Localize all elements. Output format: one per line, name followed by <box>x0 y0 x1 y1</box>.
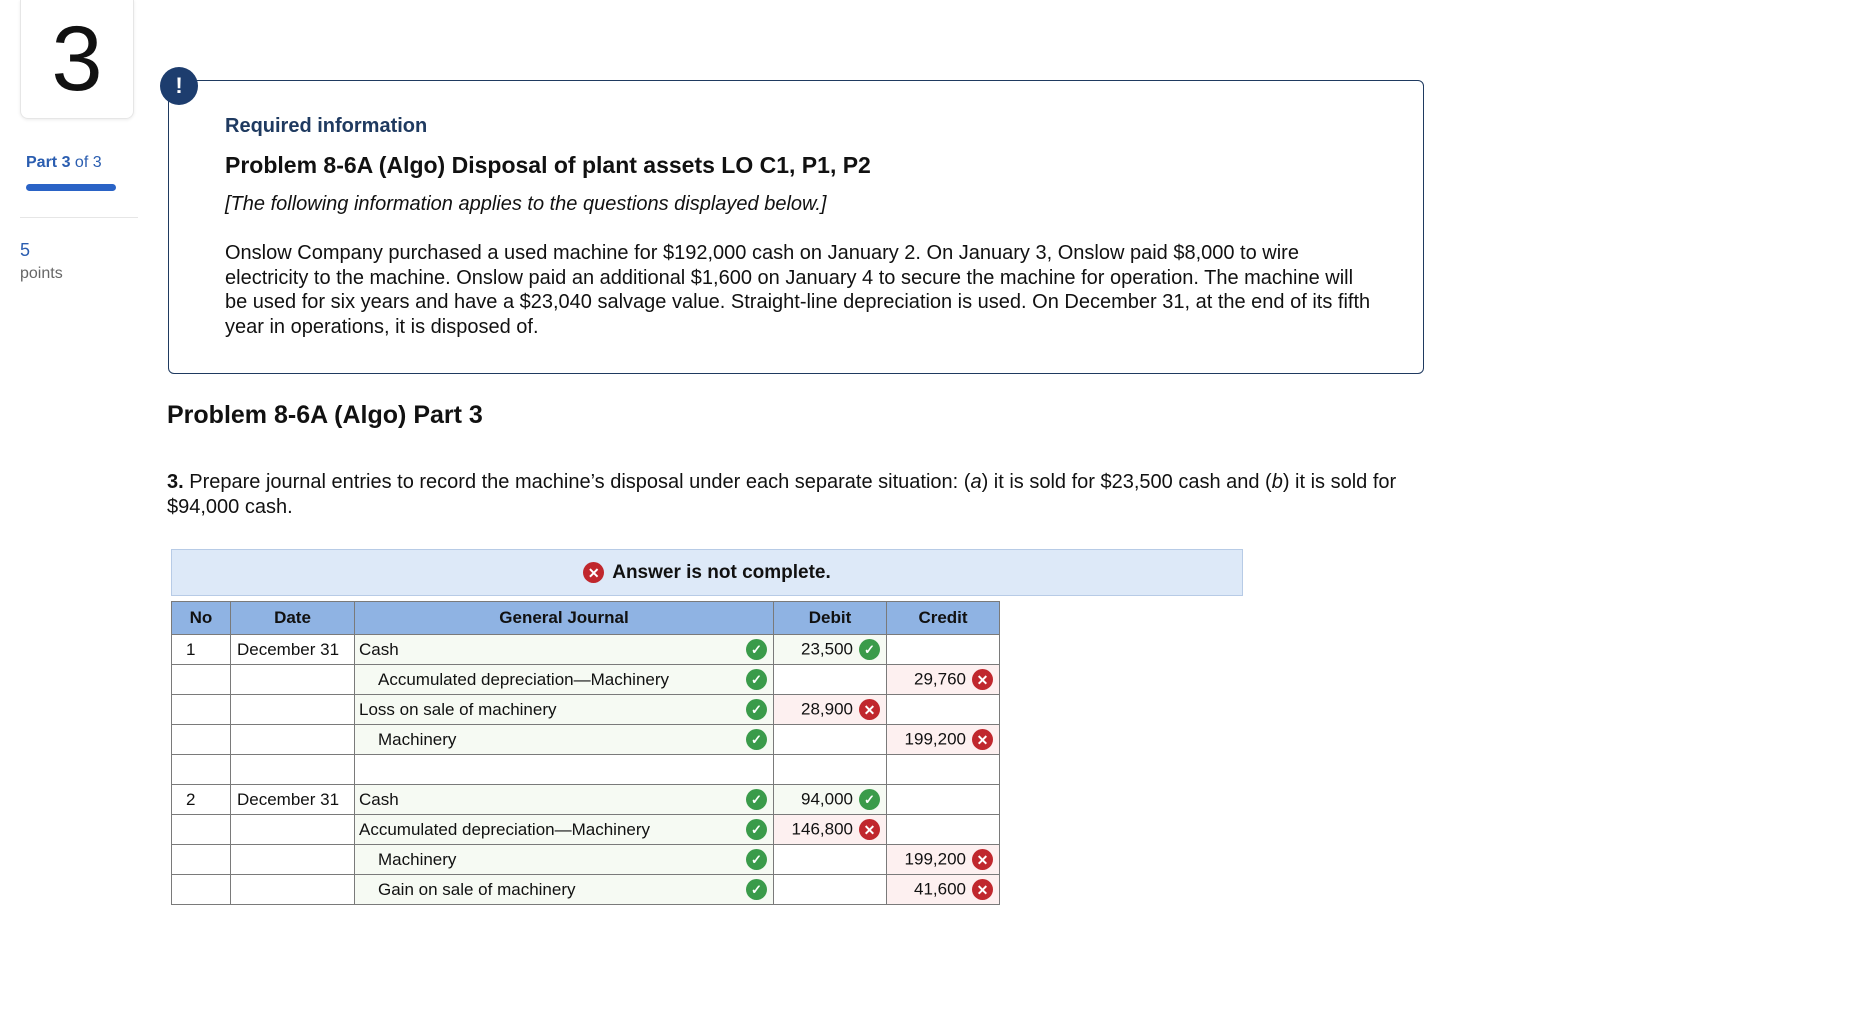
credit-cell[interactable] <box>887 725 1000 755</box>
question-text <box>167 470 1417 519</box>
credit-cell[interactable] <box>887 875 1000 905</box>
debit-value: 28,900 <box>801 699 853 719</box>
credit-cell[interactable] <box>887 665 1000 695</box>
account-name: Cash <box>359 639 399 659</box>
check-circle-icon: ✓ <box>746 879 767 900</box>
journal-row <box>172 755 1000 785</box>
journal-row <box>172 875 1000 905</box>
part-suffix: of 3 <box>70 154 102 171</box>
part-prefix: Part 3 <box>26 154 71 171</box>
debit-cell[interactable] <box>774 755 887 785</box>
answer-status-text: Answer is not complete. <box>612 561 831 583</box>
scenario-text: Onslow Company purchased a used machine for $192,000 cash on January 2. On January 3, Onslow paid $8,000 to wire electricity to the machine. Onslow paid an additional $1,600 on January 4 to secure the machine for operation. The machine will be used for six years and have a $23,040 salvage value. Straight-line depreciation is used. On December 31, at the end of its fifth year in operations, it is disposed of. <box>225 242 1371 338</box>
credit-cell[interactable] <box>887 815 1000 845</box>
account-cell[interactable] <box>355 665 774 695</box>
journal-header-row <box>172 602 1000 635</box>
account-name: Accumulated depreciation—Machinery <box>359 819 651 839</box>
credit-cell[interactable] <box>887 635 1000 665</box>
row-number-cell <box>172 845 231 875</box>
journal-row <box>172 725 1000 755</box>
account-cell[interactable] <box>355 815 774 845</box>
check-circle-icon: ✓ <box>859 639 880 660</box>
row-number-cell <box>172 725 231 755</box>
col-header-date: Date <box>231 602 355 635</box>
x-circle-icon: ✕ <box>859 699 880 720</box>
check-circle-icon: ✓ <box>746 789 767 810</box>
account-cell[interactable] <box>355 695 774 725</box>
debit-cell[interactable] <box>774 725 887 755</box>
rail-divider <box>20 217 138 218</box>
question-b: b <box>1271 471 1283 493</box>
account-cell[interactable] <box>355 635 774 665</box>
credit-value: 29,760 <box>914 669 966 689</box>
row-number-cell <box>172 665 231 695</box>
journal-row <box>172 695 1000 725</box>
account-cell[interactable] <box>355 785 774 815</box>
part-progress-bar <box>26 184 116 191</box>
journal-row <box>172 785 1000 815</box>
question-text-3: ) it is sold for $94,000 cash. <box>167 471 1397 518</box>
debit-cell[interactable] <box>774 815 887 845</box>
journal-table <box>171 601 1000 905</box>
row-number-cell: 2 <box>172 785 231 815</box>
alert-icon: ! <box>160 67 198 105</box>
account-name: Machinery <box>378 849 457 869</box>
check-circle-icon: ✓ <box>746 639 767 660</box>
journal-row <box>172 845 1000 875</box>
check-circle-icon: ✓ <box>746 819 767 840</box>
check-circle-icon: ✓ <box>746 669 767 690</box>
account-name: Loss on sale of machinery <box>359 699 557 719</box>
debit-value: 146,800 <box>791 819 853 839</box>
date-cell[interactable] <box>231 695 355 725</box>
col-header-general-journal: General Journal <box>355 602 774 635</box>
credit-cell[interactable] <box>887 755 1000 785</box>
points-label: points <box>20 265 63 282</box>
account-cell[interactable] <box>355 845 774 875</box>
debit-cell[interactable] <box>774 875 887 905</box>
date-cell[interactable] <box>231 845 355 875</box>
x-circle-icon: ✕ <box>972 729 993 750</box>
debit-value: 94,000 <box>801 789 853 809</box>
date-cell[interactable] <box>231 725 355 755</box>
part-indicator <box>26 154 102 172</box>
credit-cell[interactable] <box>887 785 1000 815</box>
credit-value: 41,600 <box>914 879 966 899</box>
debit-cell[interactable] <box>774 695 887 725</box>
date-cell[interactable]: December 31 <box>231 635 355 665</box>
x-circle-icon: ✕ <box>972 669 993 690</box>
debit-value: 23,500 <box>801 639 853 659</box>
row-number-cell: 1 <box>172 635 231 665</box>
credit-cell[interactable] <box>887 845 1000 875</box>
date-cell[interactable] <box>231 815 355 845</box>
account-name: Gain on sale of machinery <box>378 879 576 899</box>
debit-cell[interactable] <box>774 845 887 875</box>
row-number-cell <box>172 695 231 725</box>
date-cell[interactable]: December 31 <box>231 785 355 815</box>
check-circle-icon: ✓ <box>859 789 880 810</box>
check-circle-icon: ✓ <box>746 849 767 870</box>
row-number-cell <box>172 875 231 905</box>
journal-row <box>172 665 1000 695</box>
debit-cell[interactable] <box>774 635 887 665</box>
points-value: 5 <box>20 240 31 260</box>
applies-note: [The following information applies to the questions displayed below.] <box>225 193 827 215</box>
date-cell[interactable] <box>231 875 355 905</box>
part-heading: Problem 8-6A (Algo) Part 3 <box>167 401 483 429</box>
credit-value: 199,200 <box>904 729 966 749</box>
x-circle-icon: ✕ <box>583 562 604 583</box>
x-circle-icon: ✕ <box>972 849 993 870</box>
question-text-1: Prepare journal entries to record the machine’s disposal under each separate situation: ( <box>183 471 971 493</box>
debit-cell[interactable] <box>774 665 887 695</box>
question-number-label: 3. <box>167 471 184 493</box>
col-header-debit: Debit <box>774 602 887 635</box>
check-circle-icon: ✓ <box>746 699 767 720</box>
account-cell[interactable] <box>355 755 774 785</box>
account-name: Machinery <box>378 729 457 749</box>
journal-row <box>172 815 1000 845</box>
account-name: Cash <box>359 789 399 809</box>
date-cell[interactable] <box>231 665 355 695</box>
date-cell[interactable] <box>231 755 355 785</box>
question-text-2: ) it is sold for $23,500 cash and ( <box>981 471 1272 493</box>
row-number-cell <box>172 815 231 845</box>
question-a: a <box>970 471 982 493</box>
journal-row <box>172 635 1000 665</box>
debit-cell[interactable] <box>774 785 887 815</box>
account-cell[interactable] <box>355 725 774 755</box>
check-circle-icon: ✓ <box>746 729 767 750</box>
credit-value: 199,200 <box>904 849 966 869</box>
col-header-no: No <box>172 602 231 635</box>
problem-title: Problem 8-6A (Algo) Disposal of plant assets LO C1, P1, P2 <box>225 152 871 178</box>
question-number: 3 <box>51 8 103 110</box>
account-name: Accumulated depreciation—Machinery <box>378 669 670 689</box>
credit-cell[interactable] <box>887 695 1000 725</box>
answer-status-banner <box>171 549 1243 596</box>
row-number-cell <box>172 755 231 785</box>
question-number-card <box>20 0 134 119</box>
x-circle-icon: ✕ <box>859 819 880 840</box>
account-cell[interactable] <box>355 875 774 905</box>
x-circle-icon: ✕ <box>972 879 993 900</box>
col-header-credit: Credit <box>887 602 1000 635</box>
required-info-title: Required information <box>225 115 428 137</box>
